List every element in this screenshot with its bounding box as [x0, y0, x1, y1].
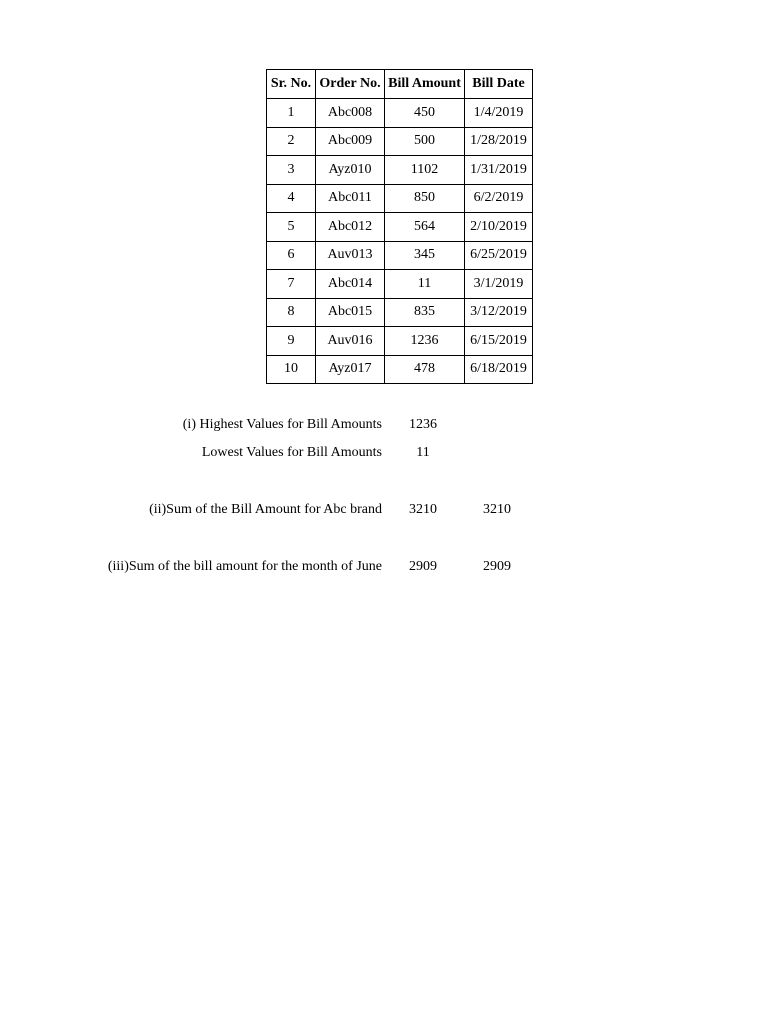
cell-bill-amount: 850	[385, 184, 465, 213]
cell-bill-date: 3/12/2019	[465, 298, 533, 327]
cell-bill-amount: 1102	[385, 156, 465, 185]
cell-bill-amount: 450	[385, 99, 465, 128]
table-row	[267, 156, 533, 185]
abc-sum-label: (ii)Sum of the Bill Amount for Abc brand	[149, 502, 382, 517]
cell-bill-amount: 500	[385, 127, 465, 156]
cell-order-no: Auv013	[316, 241, 385, 270]
june-sum-value: 2909	[409, 559, 437, 574]
header-order-no: Order No.	[316, 70, 385, 99]
table-row	[267, 99, 533, 128]
cell-bill-amount: 11	[385, 270, 465, 299]
cell-order-no: Auv016	[316, 327, 385, 356]
cell-order-no: Abc008	[316, 99, 385, 128]
cell-bill-date: 1/31/2019	[465, 156, 533, 185]
header-bill-date: Bill Date	[465, 70, 533, 99]
cell-sr-no: 10	[267, 355, 316, 384]
cell-sr-no: 5	[267, 213, 316, 242]
june-sum-label: (iii)Sum of the bill amount for the month of June	[107, 559, 382, 574]
cell-order-no: Abc014	[316, 270, 385, 299]
cell-bill-date: 6/25/2019	[465, 241, 533, 270]
table-row	[267, 355, 533, 384]
cell-bill-amount: 1236	[385, 327, 465, 356]
cell-order-no: Abc011	[316, 184, 385, 213]
table-row	[267, 241, 533, 270]
cell-bill-date: 1/28/2019	[465, 127, 533, 156]
lowest-value: 11	[416, 445, 430, 460]
table-row	[267, 298, 533, 327]
highest-value-label: (i) Highest Values for Bill Amounts	[182, 417, 382, 432]
cell-sr-no: 1	[267, 99, 316, 128]
june-sum-value-check: 2909	[483, 559, 511, 574]
cell-bill-date: 6/18/2019	[465, 355, 533, 384]
cell-sr-no: 6	[267, 241, 316, 270]
cell-bill-amount: 564	[385, 213, 465, 242]
cell-order-no: Abc012	[316, 213, 385, 242]
cell-order-no: Abc015	[316, 298, 385, 327]
table-row	[267, 270, 533, 299]
cell-sr-no: 2	[267, 127, 316, 156]
cell-bill-date: 6/15/2019	[465, 327, 533, 356]
table-row	[267, 127, 533, 156]
cell-sr-no: 4	[267, 184, 316, 213]
table-row	[267, 184, 533, 213]
bills-table	[266, 69, 533, 384]
cell-bill-amount: 478	[385, 355, 465, 384]
abc-sum-value-check: 3210	[483, 502, 511, 517]
abc-sum-value: 3210	[409, 502, 437, 517]
cell-bill-amount: 835	[385, 298, 465, 327]
header-bill-amount: Bill Amount	[385, 70, 465, 99]
table-header-row	[267, 70, 533, 99]
table-row	[267, 327, 533, 356]
highest-value: 1236	[409, 417, 437, 432]
table-row	[267, 213, 533, 242]
cell-bill-date: 6/2/2019	[465, 184, 533, 213]
cell-bill-amount: 345	[385, 241, 465, 270]
cell-bill-date: 2/10/2019	[465, 213, 533, 242]
lowest-value-label: Lowest Values for Bill Amounts	[201, 445, 382, 460]
cell-sr-no: 7	[267, 270, 316, 299]
cell-order-no: Ayz017	[316, 355, 385, 384]
cell-bill-date: 1/4/2019	[465, 99, 533, 128]
cell-order-no: Ayz010	[316, 156, 385, 185]
cell-sr-no: 8	[267, 298, 316, 327]
cell-sr-no: 9	[267, 327, 316, 356]
cell-bill-date: 3/1/2019	[465, 270, 533, 299]
cell-order-no: Abc009	[316, 127, 385, 156]
header-sr-no: Sr. No.	[267, 70, 316, 99]
cell-sr-no: 3	[267, 156, 316, 185]
